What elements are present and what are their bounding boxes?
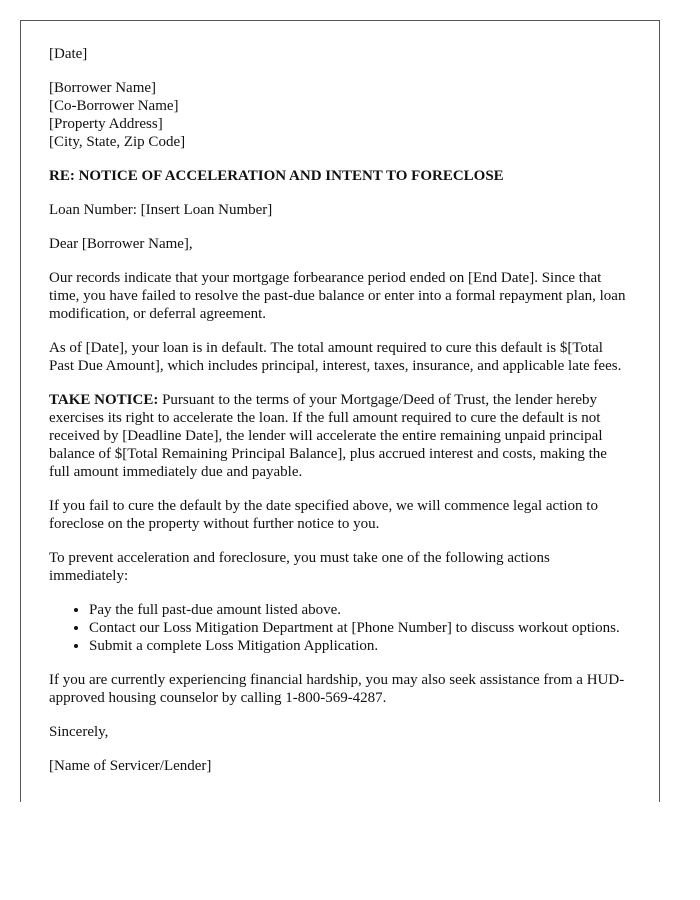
co-borrower-name: [Co-Borrower Name] bbox=[49, 98, 179, 114]
list-item: • Pay the full past-due amount listed above. bbox=[89, 601, 631, 619]
letter-date: [Date] bbox=[49, 46, 88, 62]
paragraph-prevent-intro: To prevent acceleration and foreclosure, you must take one of the following actions immediately: bbox=[49, 550, 550, 584]
paragraph-legal-action: If you fail to cure the default by the date specified above, we will commence legal action to foreclose on the property without further notice to you. bbox=[49, 498, 598, 532]
signature-line: [Name of Servicer/Lender] bbox=[49, 758, 212, 774]
take-notice-label: TAKE NOTICE: bbox=[49, 392, 159, 408]
paragraph-forbearance: Our records indicate that your mortgage forbearance period ended on [End Date]. Since that time, you have failed to resolve the past-due balance or enter into a formal repayment plan, loan modification, or deferral agreement. bbox=[49, 270, 626, 322]
letter-body bbox=[21, 21, 659, 775]
list-item: • Submit a complete Loss Mitigation Application. bbox=[89, 637, 631, 655]
actions-list bbox=[49, 601, 631, 655]
salutation: Dear [Borrower Name], bbox=[49, 236, 193, 252]
paragraph-take-notice bbox=[49, 391, 631, 481]
closing: Sincerely, bbox=[49, 724, 109, 740]
paragraph-default: As of [Date], your loan is in default. The total amount required to cure this default is $[Total Past Due Amount], which includes principal, interest, taxes, insurance, and applicable late fees. bbox=[49, 340, 622, 374]
borrower-name: [Borrower Name] bbox=[49, 80, 157, 96]
letter-page bbox=[20, 20, 660, 802]
take-notice-body: Pursuant to the terms of your Mortgage/Deed of Trust, the lender hereby exercises its right to accelerate the loan. If the full amount required to cure the default is not received by [Deadline Date], the lender will accelerate the entire remaining unpaid principal balance of $[Total Remaining Principal Balance], plus accrued interest and costs, making the full amount immediately due and payable. bbox=[49, 392, 607, 480]
list-item: • Contact our Loss Mitigation Department at [Phone Number] to discuss workout options. bbox=[89, 619, 631, 637]
loan-number-line: Loan Number: [Insert Loan Number] bbox=[49, 202, 273, 218]
property-address: [Property Address] bbox=[49, 116, 163, 132]
paragraph-hardship: If you are currently experiencing financial hardship, you may also seek assistance from a HUD-approved housing counselor by calling 1-800-569-4287. bbox=[49, 672, 625, 706]
city-state-zip: [City, State, Zip Code] bbox=[49, 134, 186, 150]
recipient-address bbox=[49, 79, 631, 151]
subject-line: RE: NOTICE OF ACCELERATION AND INTENT TO FORECLOSE bbox=[49, 168, 504, 184]
